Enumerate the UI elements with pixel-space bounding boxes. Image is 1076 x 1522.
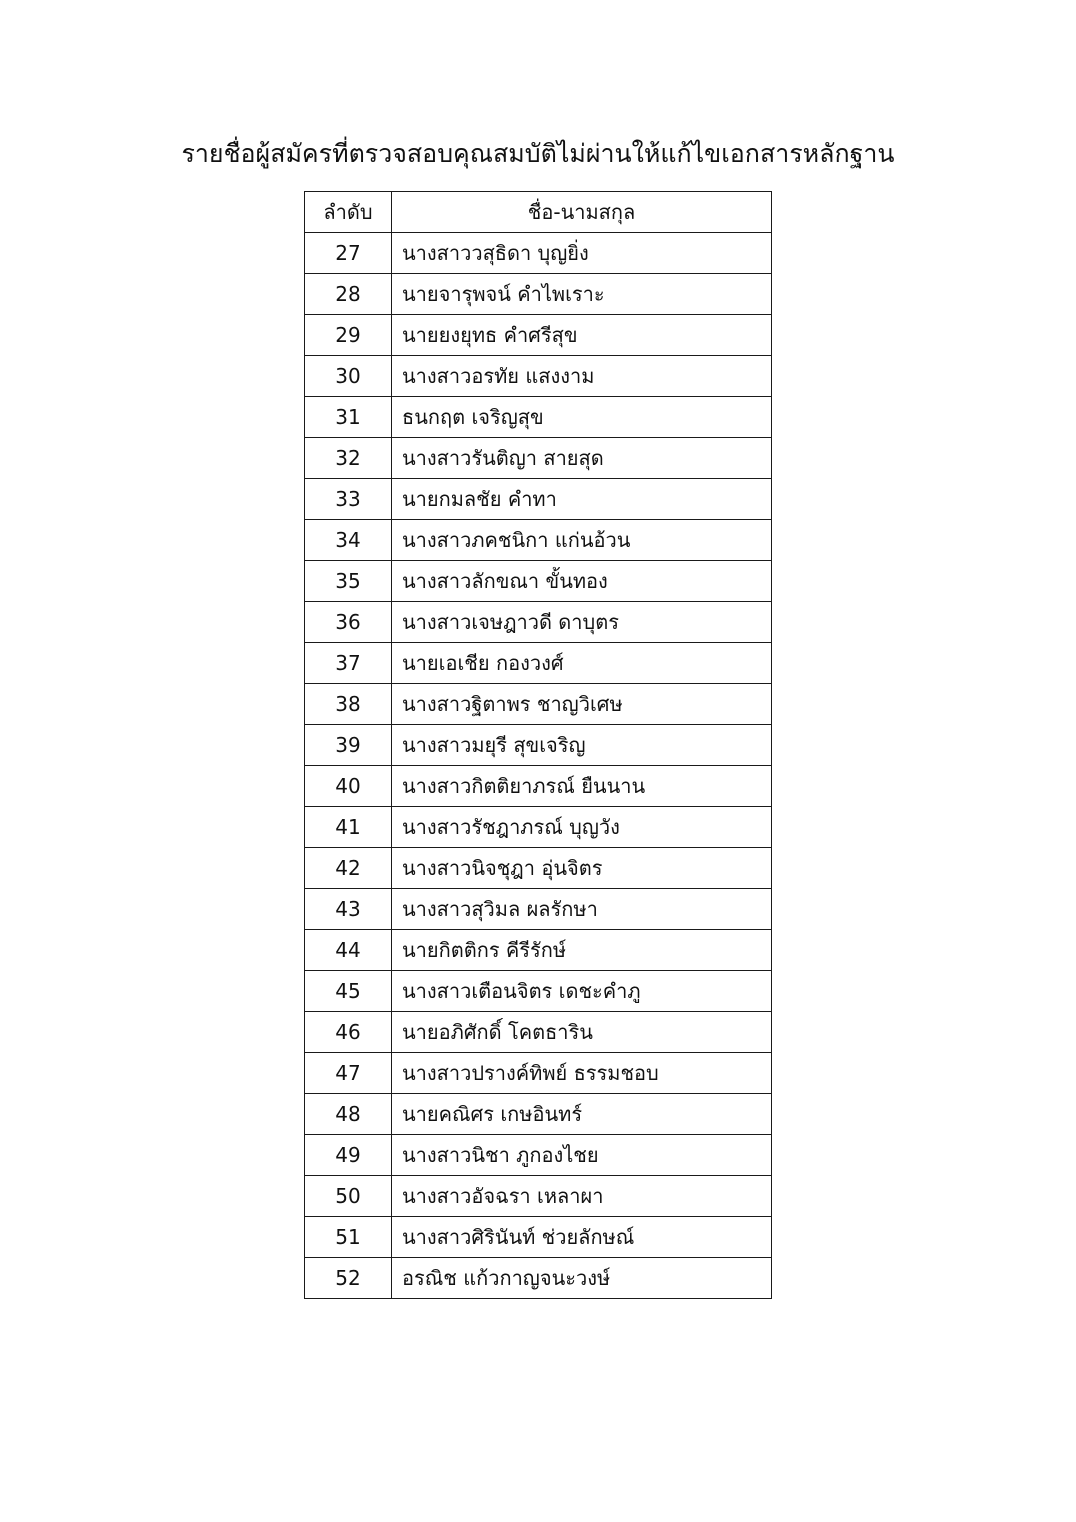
table-row <box>305 1012 772 1053</box>
row-name-cell: นายอภิศักดิ์ โคตธาริน <box>392 1012 772 1053</box>
table-row <box>305 889 772 930</box>
row-number-cell: 41 <box>305 807 392 848</box>
row-name-cell: นางสาวศิรินันท์ ช่วยลักษณ์ <box>392 1217 772 1258</box>
table-row <box>305 1094 772 1135</box>
row-number-cell: 50 <box>305 1176 392 1217</box>
row-name-cell: นายเอเชีย กองวงศ์ <box>392 643 772 684</box>
table-row <box>305 1217 772 1258</box>
row-number-cell: 45 <box>305 971 392 1012</box>
row-number-cell: 42 <box>305 848 392 889</box>
row-name-cell: นางสาวรัชฎาภรณ์ บุญวัง <box>392 807 772 848</box>
table-row <box>305 479 772 520</box>
table-row <box>305 1135 772 1176</box>
table-row <box>305 807 772 848</box>
row-name-cell: นางสาวมยุรี สุขเจริญ <box>392 725 772 766</box>
row-number-cell: 43 <box>305 889 392 930</box>
row-number-cell: 44 <box>305 930 392 971</box>
candidate-table <box>304 191 772 1299</box>
row-number-cell: 38 <box>305 684 392 725</box>
table-row <box>305 848 772 889</box>
table-body <box>305 233 772 1299</box>
table-row <box>305 766 772 807</box>
table-row <box>305 1258 772 1299</box>
table-row <box>305 315 772 356</box>
row-name-cell: นางสาวรันติญา สายสุด <box>392 438 772 479</box>
row-name-cell: นายคณิศร เกษอินทร์ <box>392 1094 772 1135</box>
row-name-cell: นางสาวสุวิมล ผลรักษา <box>392 889 772 930</box>
table-row <box>305 684 772 725</box>
row-number-cell: 36 <box>305 602 392 643</box>
row-number-cell: 39 <box>305 725 392 766</box>
row-number-cell: 52 <box>305 1258 392 1299</box>
row-number-cell: 28 <box>305 274 392 315</box>
row-name-cell: นางสาวเจษฎาวดี ดาบุตร <box>392 602 772 643</box>
row-number-cell: 33 <box>305 479 392 520</box>
row-name-cell: นางสาววสุธิดา บุญยิ่ง <box>392 233 772 274</box>
row-number-cell: 48 <box>305 1094 392 1135</box>
row-number-cell: 30 <box>305 356 392 397</box>
table-row <box>305 1176 772 1217</box>
row-name-cell: นางสาวอรทัย แสงงาม <box>392 356 772 397</box>
row-number-cell: 29 <box>305 315 392 356</box>
row-name-cell: นางสาวฐิตาพร ชาญวิเศษ <box>392 684 772 725</box>
table-row <box>305 725 772 766</box>
row-name-cell: นายกมลชัย คำทา <box>392 479 772 520</box>
table-row <box>305 1053 772 1094</box>
table-row <box>305 233 772 274</box>
row-name-cell: นางสาวภคชนิกา แก่นอ้วน <box>392 520 772 561</box>
row-number-cell: 31 <box>305 397 392 438</box>
row-name-cell: นายจารุพจน์ คำไพเราะ <box>392 274 772 315</box>
row-number-cell: 37 <box>305 643 392 684</box>
table-row <box>305 561 772 602</box>
row-number-cell: 46 <box>305 1012 392 1053</box>
row-name-cell: นางสาวลักขณา ขั้นทอง <box>392 561 772 602</box>
row-number-cell: 35 <box>305 561 392 602</box>
column-header-number: ลำดับ <box>305 192 392 233</box>
row-number-cell: 27 <box>305 233 392 274</box>
column-header-name: ชื่อ-นามสกุล <box>392 192 772 233</box>
row-number-cell: 49 <box>305 1135 392 1176</box>
row-name-cell: ธนกฤต เจริญสุข <box>392 397 772 438</box>
table-header-row <box>305 192 772 233</box>
row-name-cell: นางสาวกิตติยาภรณ์ ยืนนาน <box>392 766 772 807</box>
row-name-cell: นายยงยุทธ คำศรีสุข <box>392 315 772 356</box>
row-number-cell: 40 <box>305 766 392 807</box>
table-row <box>305 602 772 643</box>
table-row <box>305 520 772 561</box>
table-row <box>305 397 772 438</box>
row-name-cell: นางสาวนิจชุฎา อุ่นจิตร <box>392 848 772 889</box>
row-number-cell: 34 <box>305 520 392 561</box>
row-name-cell: นายกิตติกร คีรีรักษ์ <box>392 930 772 971</box>
row-name-cell: นางสาวเตือนจิตร เดชะคำภู <box>392 971 772 1012</box>
table-row <box>305 971 772 1012</box>
row-number-cell: 32 <box>305 438 392 479</box>
table-row <box>305 643 772 684</box>
row-number-cell: 51 <box>305 1217 392 1258</box>
row-name-cell: อรณิช แก้วกาญจนะวงษ์ <box>392 1258 772 1299</box>
row-name-cell: นางสาวนิชา ภูกองไชย <box>392 1135 772 1176</box>
row-number-cell: 47 <box>305 1053 392 1094</box>
row-name-cell: นางสาวปรางค์ทิพย์ ธรรมชอบ <box>392 1053 772 1094</box>
page-title: รายชื่อผู้สมัครที่ตรวจสอบคุณสมบัติไม่ผ่านให้แก้ไขเอกสารหลักฐาน <box>181 139 895 168</box>
table-row <box>305 274 772 315</box>
table-row <box>305 356 772 397</box>
row-name-cell: นางสาวอัจฉรา เหลาผา <box>392 1176 772 1217</box>
table-row <box>305 438 772 479</box>
table-row <box>305 930 772 971</box>
